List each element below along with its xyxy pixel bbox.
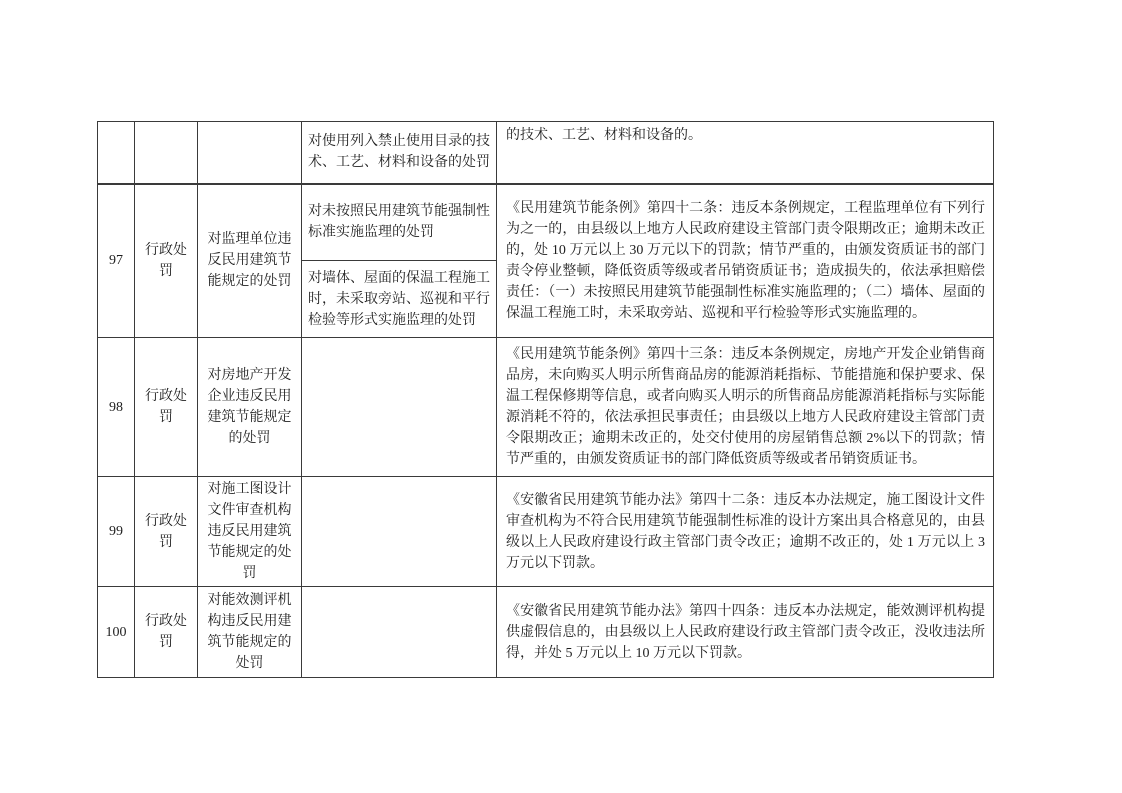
- sub-item-cell: [302, 338, 497, 477]
- row-number-cell: [98, 122, 135, 184]
- row-number-cell: 98: [98, 338, 135, 477]
- penalty-type-cell: 行政处罚: [135, 587, 198, 678]
- legal-basis-cell: 的技术、工艺、材料和设备的。: [497, 122, 994, 184]
- legal-basis-cell: 《民用建筑节能条例》第四十二条：违反本条例规定，工程监理单位有下列行为之一的，由县级以上地方人民政府建设主管部门责令限期改正；逾期未改正的，处 10 万元以上 30 万元以下的罚款；情节严重的，由颁发资质证书的部门责令停业整顿，降低资质等级或者吊销资质证书；造成损失的，依法承担赔偿责任：（一）未按照民用建筑节能强制性标准实施监理的；（二）墙体、屋面的保温工程施工时，未采取旁站、巡视和平行检验等形式实施监理的。: [497, 184, 994, 338]
- penalty-type-cell: 行政处罚: [135, 184, 198, 338]
- row-number-cell: 100: [98, 587, 135, 678]
- table-row-97: [98, 184, 994, 261]
- penalty-table: [97, 121, 994, 678]
- category-cell: 对房地产开发企业违反民用建筑节能规定的处罚: [198, 338, 302, 477]
- legal-basis-cell: 《民用建筑节能条例》第四十三条：违反本条例规定，房地产开发企业销售商品房，未向购买人明示所售商品房的能源消耗指标、节能措施和保护要求、保温工程保修期等信息，或者向购买人明示的所售商品房能源消耗指标与实际能源消耗不符的，依法承担民事责任；由县级以上地方人民政府建设主管部门责令限期改正；逾期未改正的，处交付使用的房屋销售总额 2%以下的罚款；情节严重的，由颁发资质证书的部门降低资质等级或者吊销资质证书。: [497, 338, 994, 477]
- category-cell: [198, 122, 302, 184]
- category-cell: 对监理单位违反民用建筑节能规定的处罚: [198, 184, 302, 338]
- penalty-type-cell: 行政处罚: [135, 338, 198, 477]
- table-row-99: [98, 477, 994, 587]
- category-cell: 对施工图设计文件审查机构违反民用建筑节能规定的处罚: [198, 477, 302, 587]
- table-row-100: [98, 587, 994, 678]
- legal-basis-cell: 《安徽省民用建筑节能办法》第四十四条：违反本办法规定，能效测评机构提供虚假信息的，由县级以上人民政府建设行政主管部门责令改正，没收违法所得，并处 5 万元以上 10 万元以下罚款。: [497, 587, 994, 678]
- sub-item-cell: 对使用列入禁止使用目录的技术、工艺、材料和设备的处罚: [302, 122, 497, 184]
- sub-item-cell: 对未按照民用建筑节能强制性标准实施监理的处罚: [302, 184, 497, 261]
- category-cell: 对能效测评机构违反民用建筑节能规定的处罚: [198, 587, 302, 678]
- row-number-cell: 97: [98, 184, 135, 338]
- legal-basis-cell: 《安徽省民用建筑节能办法》第四十二条：违反本办法规定，施工图设计文件审查机构为不符合民用建筑节能强制性标准的设计方案出具合格意见的，由县级以上人民政府建设行政主管部门责令改正；逾期不改正的，处 1 万元以上 3 万元以下罚款。: [497, 477, 994, 587]
- sub-item-cell: [302, 587, 497, 678]
- penalty-type-cell: [135, 122, 198, 184]
- sub-item-cell: [302, 477, 497, 587]
- table-row-continuation: [98, 122, 994, 184]
- sub-item-cell: 对墙体、屋面的保温工程施工时，未采取旁站、巡视和平行检验等形式实施监理的处罚: [302, 261, 497, 338]
- table-row-98: [98, 338, 994, 477]
- penalty-type-cell: 行政处罚: [135, 477, 198, 587]
- row-number-cell: 99: [98, 477, 135, 587]
